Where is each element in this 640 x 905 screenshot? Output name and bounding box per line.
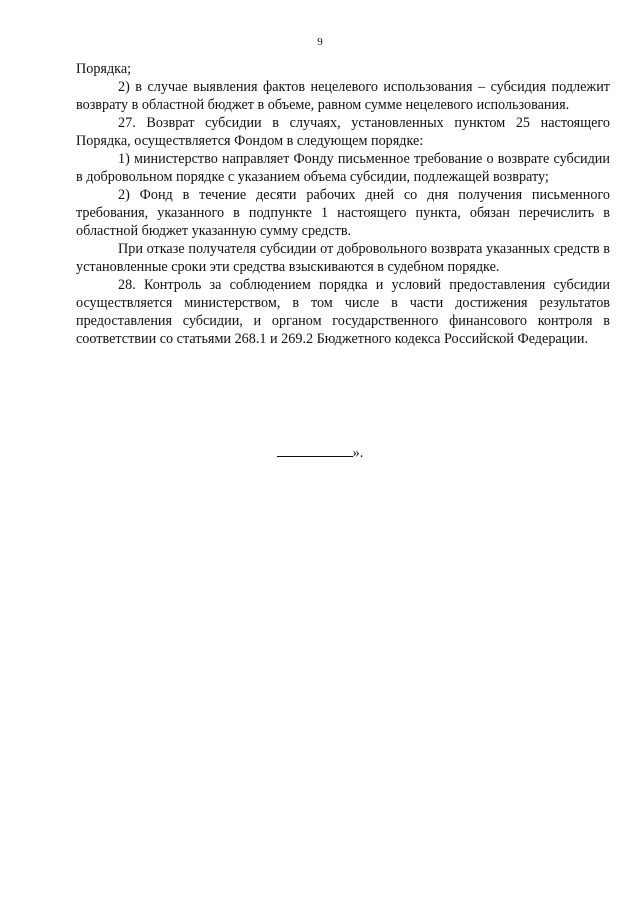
- paragraph-continuation: Порядка;: [76, 61, 132, 77]
- paragraph-item-2-fund: 2) Фонд в течение десяти рабочих дней со дня получения письменного требования, указанного в подпункте 1 настоящего пункта, обязан перечислить в областной бюджет указанную сумму средств.: [76, 187, 610, 239]
- paragraph-clause-28: 28. Контроль за соблюдением порядка и условий предоставления субсидии осуществляется министерством, в том числе в части достижения результатов предоставления субсидии, и органом государственного финансового контроля в соответствии со статьями 268.1 и 269.2 Бюджетного кодекса Российской Федерации.: [76, 277, 610, 347]
- paragraph-clause-27: 27. Возврат субсидии в случаях, установленных пунктом 25 настоящего Порядка, осуществляется Фондом в следующем порядке:: [76, 115, 610, 149]
- closing-quote: ».: [352, 445, 364, 461]
- document-body: [76, 60, 610, 348]
- closing-mark: [0, 444, 640, 462]
- closing-underline: [277, 444, 353, 457]
- page-number: 9: [317, 36, 323, 48]
- paragraph-refusal: При отказе получателя субсидии от добровольного возврата указанных средств в установленные сроки эти средства взыскиваются в судебном порядке.: [76, 241, 610, 275]
- paragraph-item-1-ministry: 1) министерство направляет Фонду письменное требование о возврате субсидии в добровольном порядке с указанием объема субсидии, подлежащей возврату;: [76, 151, 610, 185]
- paragraph-item-2-misuse: 2) в случае выявления фактов нецелевого использования – субсидия подлежит возврату в областной бюджет в объеме, равном сумме нецелевого использования.: [76, 79, 610, 113]
